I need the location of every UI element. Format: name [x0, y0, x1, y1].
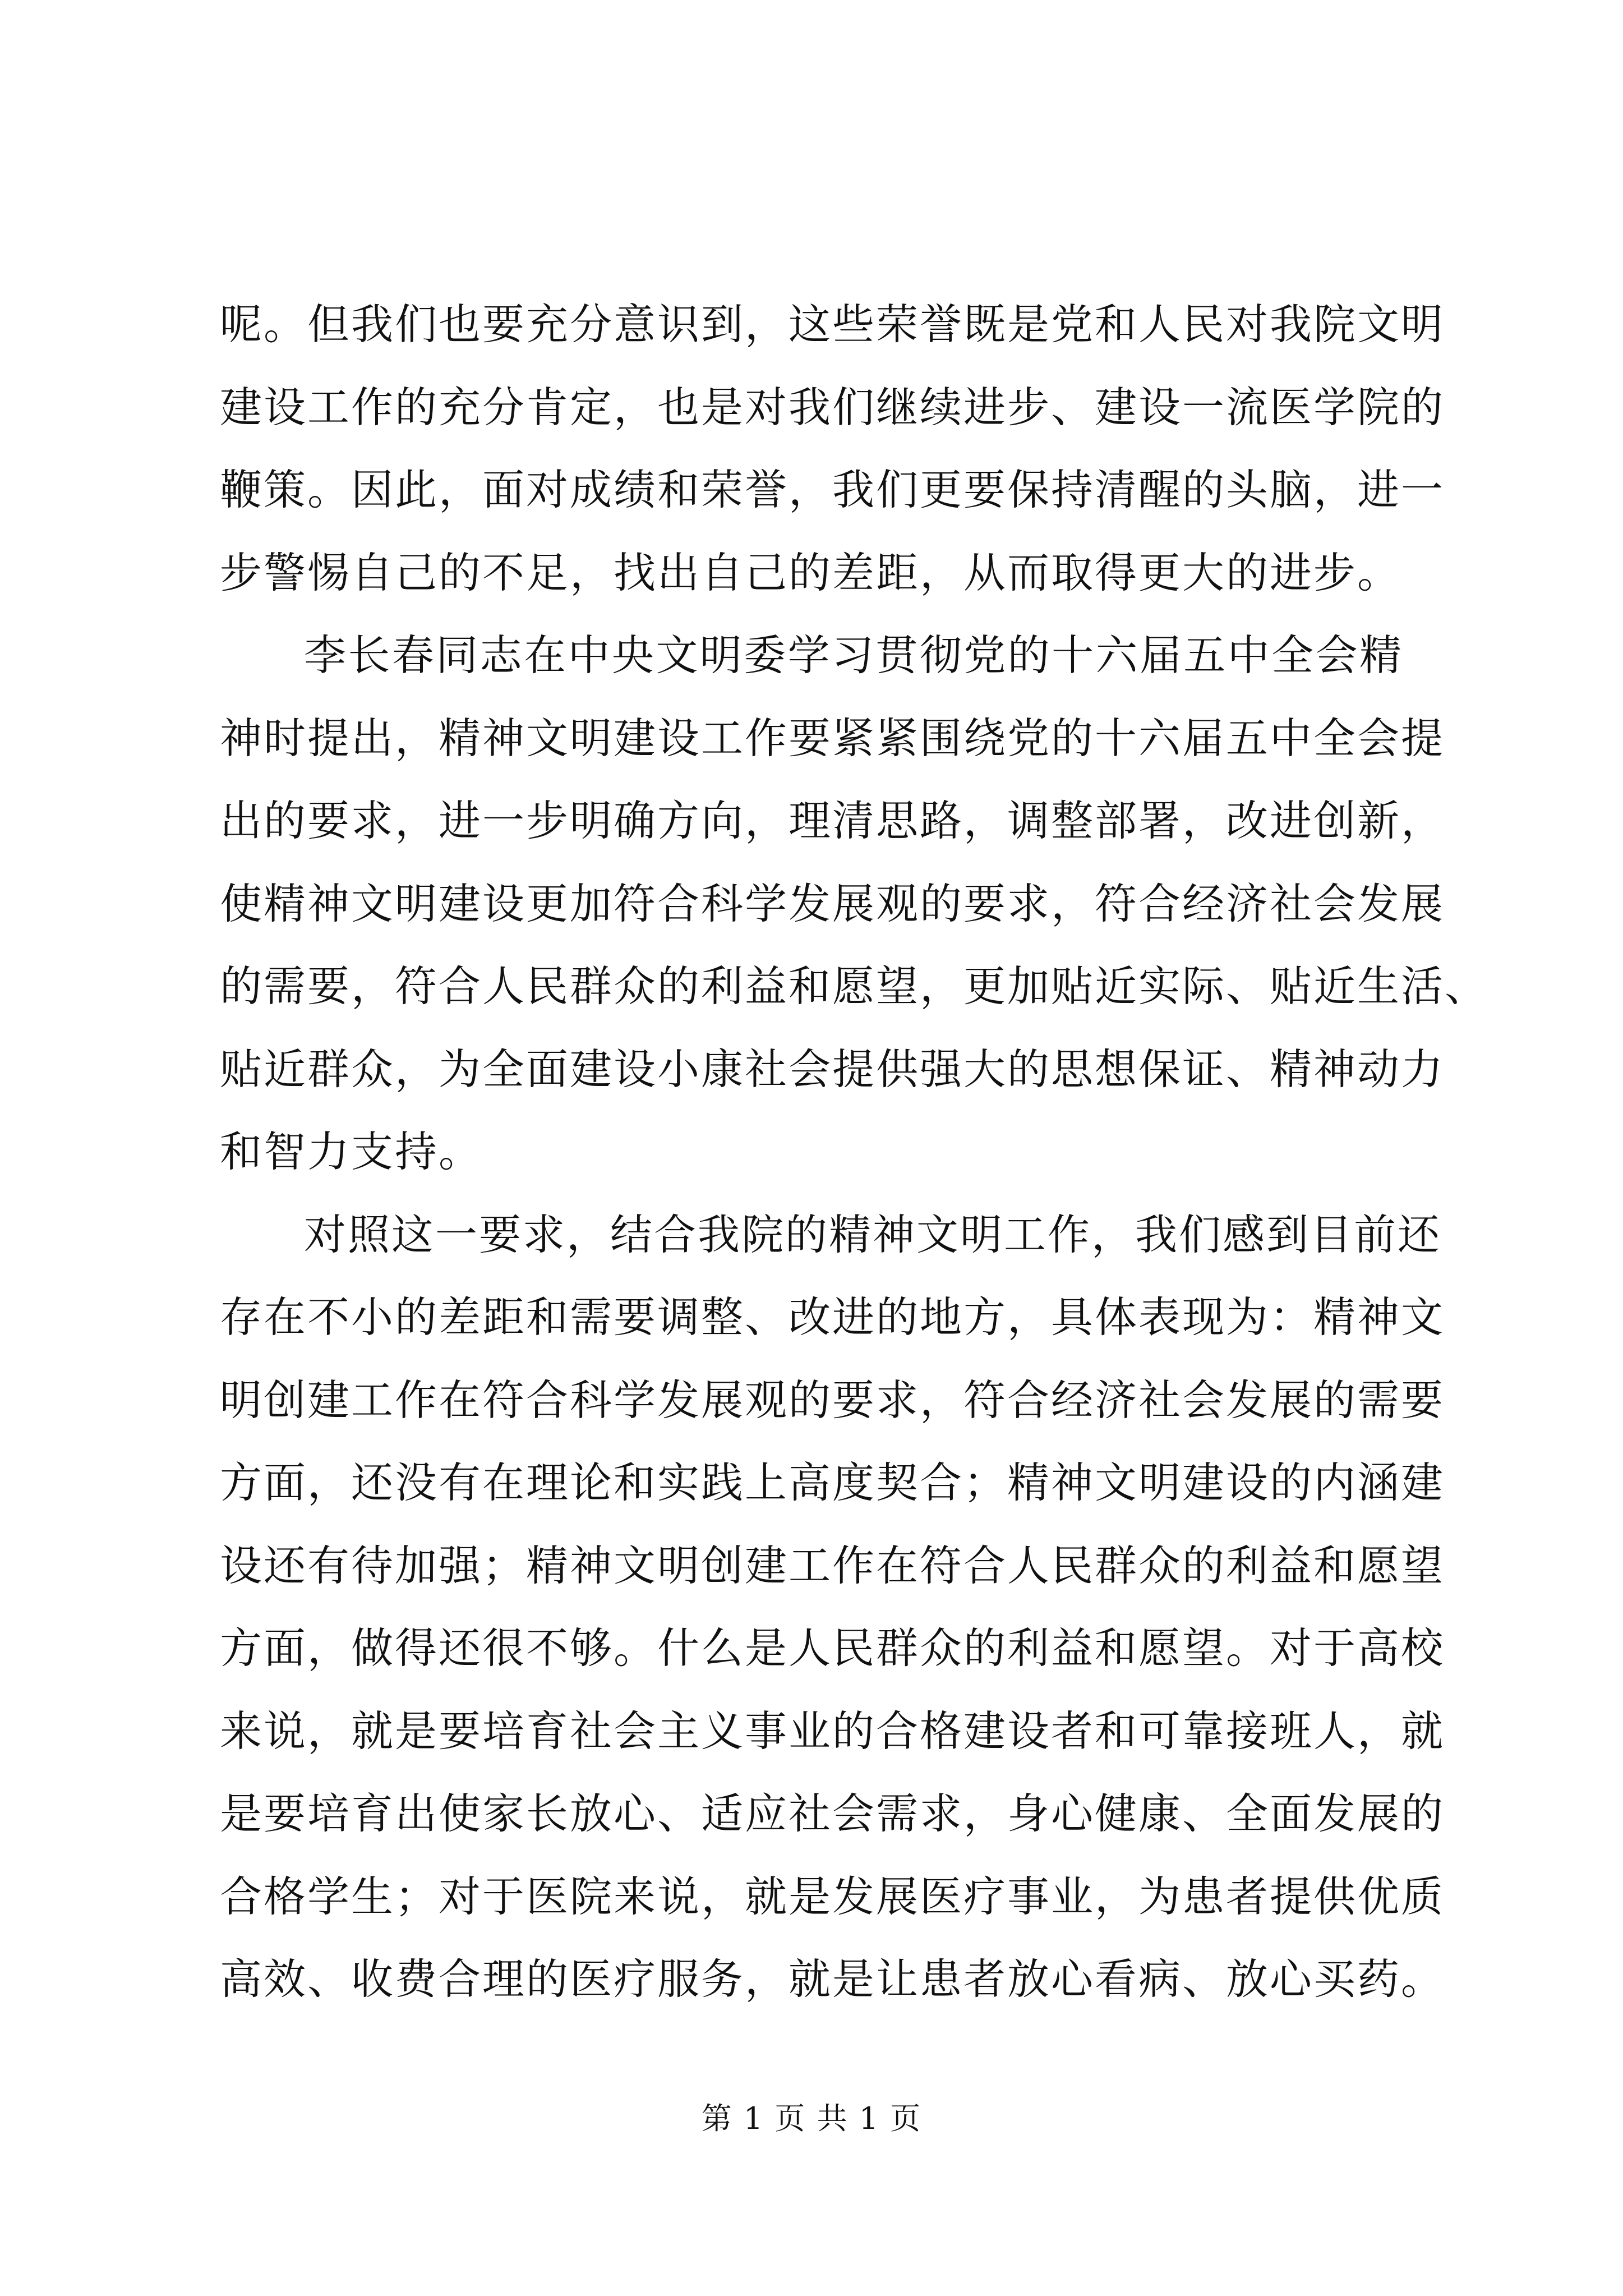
text-line: 合格学生；对于医院来说，就是发展医疗事业，为患者提供优质: [220, 1871, 1445, 1921]
page-number-label: 第 1 页 共 1 页: [701, 2101, 922, 2136]
text-line: 呢。但我们也要充分意识到，这些荣誉既是党和人民对我院文明: [220, 300, 1445, 349]
text-line: 明创建工作在符合科学发展观的要求，符合经济社会发展的需要: [220, 1375, 1445, 1425]
text-line: 鞭策。因此，面对成绩和荣誉，我们更要保持清醒的头脑，进一: [220, 465, 1445, 514]
text-line: 神时提出，精神文明建设工作要紧紧围绕党的十六届五中全会提: [220, 713, 1445, 763]
text-line: 建设工作的充分肯定，也是对我们继续进步、建设一流医学院的: [220, 382, 1445, 432]
text-line: 步警惕自己的不足，找出自己的差距，从而取得更大的进步。: [220, 547, 1401, 597]
text-line: 是要培育出使家长放心、适应社会需求，身心健康、全面发展的: [220, 1789, 1445, 1838]
paragraph-first-line: 对照这一要求，结合我院的精神文明工作，我们感到目前还: [304, 1209, 1442, 1259]
text-line: 高效、收费合理的医疗服务，就是让患者放心看病、放心买药。: [220, 1954, 1445, 2004]
paragraph-first-line: 李长春同志在中央文明委学习贯彻党的十六届五中全会精: [304, 631, 1403, 680]
text-line: 和智力支持。: [220, 1127, 483, 1176]
text-line: 方面，做得还很不够。什么是人民群众的利益和愿望。对于高校: [220, 1623, 1445, 1673]
text-line: 使精神文明建设更加符合科学发展观的要求，符合经济社会发展: [220, 878, 1445, 928]
text-line: 贴近群众，为全面建设小康社会提供强大的思想保证、精神动力: [220, 1044, 1445, 1094]
text-line: 来说，就是要培育社会主义事业的合格建设者和可靠接班人，就: [220, 1706, 1445, 1756]
text-line: 存在不小的差距和需要调整、改进的地方，具体表现为：精神文: [220, 1292, 1445, 1342]
page-footer: [0, 2099, 1623, 2138]
text-line: 设还有待加强；精神文明创建工作在符合人民群众的利益和愿望: [220, 1540, 1445, 1590]
text-line: 方面，还没有在理论和实践上高度契合；精神文明建设的内涵建: [220, 1458, 1445, 1507]
text-line: 出的要求，进一步明确方向，理清思路，调整部署，改进创新，: [220, 796, 1445, 845]
body-text: [220, 283, 1489, 2021]
text-line: 的需要，符合人民群众的利益和愿望，更加贴近实际、贴近生活、: [220, 961, 1489, 1011]
